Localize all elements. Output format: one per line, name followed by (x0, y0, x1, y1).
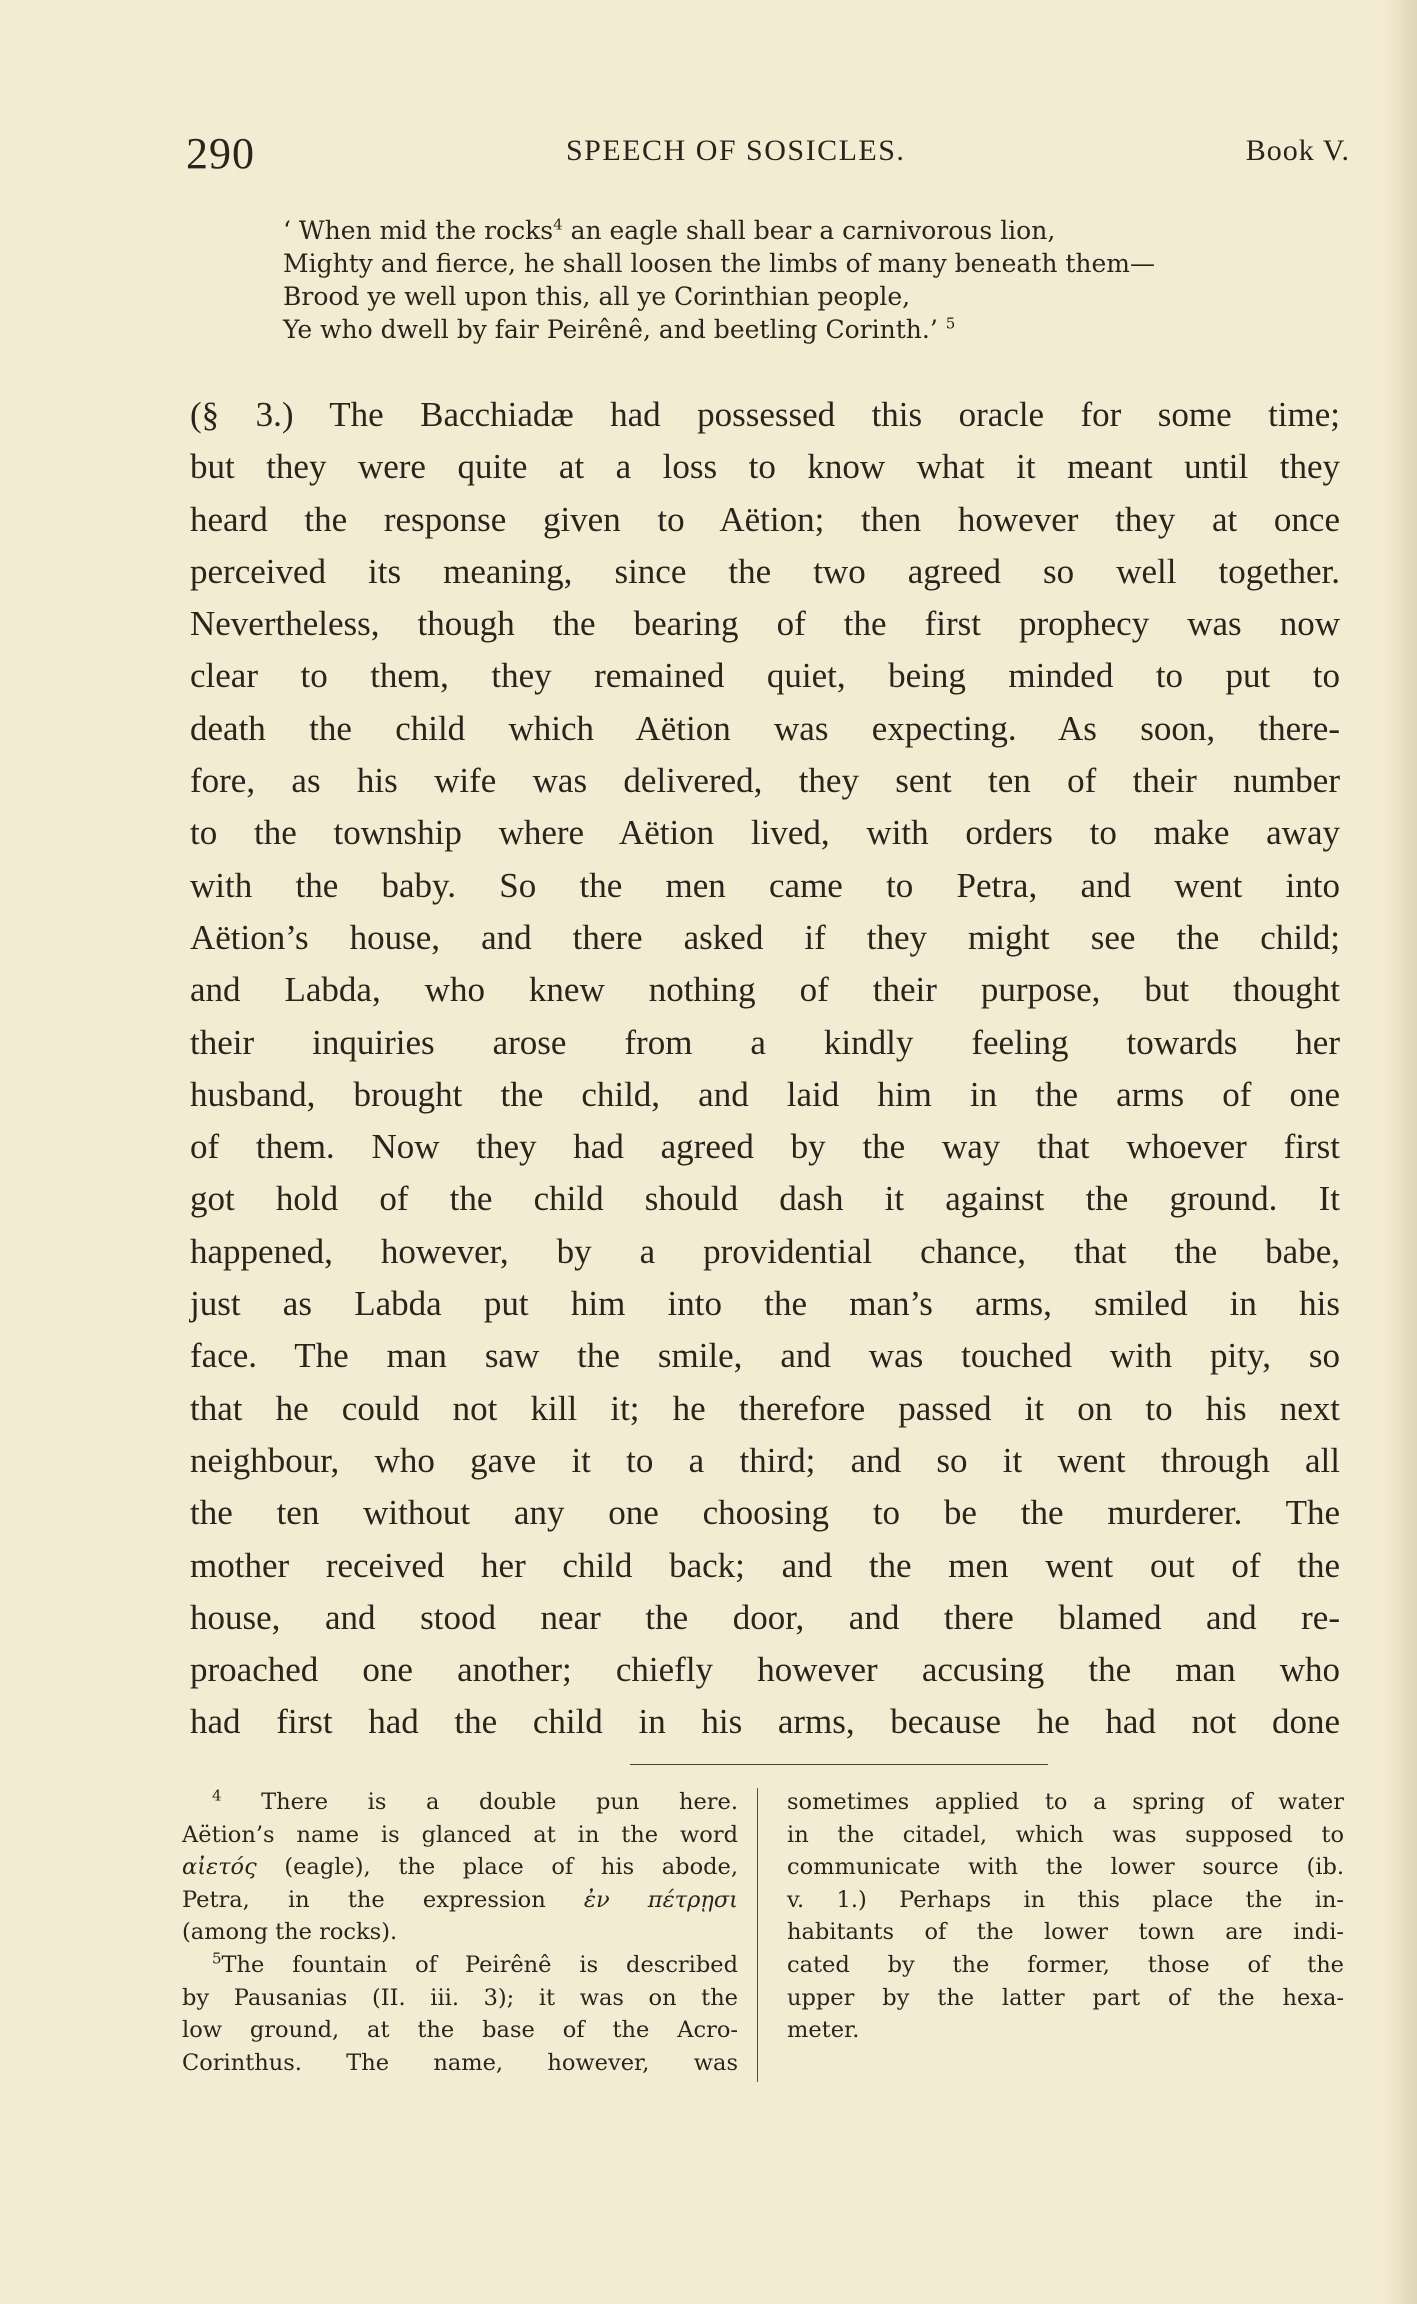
text-line: and Labda, who knew nothing of their purpose, but thought (190, 970, 1340, 1010)
footnote-ref-4: 4 (553, 215, 563, 234)
greek-phrase: ἐν πέτρῃσι (583, 1886, 739, 1913)
footnote-column-right (787, 1786, 1344, 2047)
footnote-text: There is a double pun here. (261, 1789, 738, 1815)
running-header (186, 128, 1350, 188)
text-line: to the township where Aëtion lived, with orders to make away (190, 813, 1340, 853)
footnote-5-line: sometimes applied to a spring of water (787, 1789, 1344, 1815)
footnote-4-line (182, 1884, 738, 1917)
footnote-column-divider (757, 1788, 758, 2082)
verse-line (283, 313, 1283, 346)
footnote-5-line: by Pausanias (II. iii. 3); it was on the (182, 1984, 738, 2011)
text-line: got hold of the child should dash it against the ground. It (190, 1179, 1340, 1219)
text-line: that he could not kill it; he therefore passed it on to his next (190, 1388, 1340, 1428)
text-line: the ten without any one choosing to be the murderer. The (190, 1493, 1340, 1533)
greek-word: αἰετός (182, 1854, 257, 1881)
text-line: fore, as his wife was delivered, they sent ten of their number (190, 761, 1340, 801)
footnote-4-line (182, 1786, 738, 1819)
body-paragraph (190, 389, 1340, 1749)
running-title: SPEECH OF SOSICLES. (566, 134, 906, 167)
text-line: their inquiries arose from a kindly feeling towards her (190, 1022, 1340, 1062)
text-line: perceived its meaning, since the two agreed so well together. (190, 551, 1340, 591)
footnote-5-line: Corinthus. The name, however, was (182, 2049, 738, 2076)
text-line: neighbour, who gave it to a third; and so it went through all (190, 1440, 1340, 1480)
text-line: had first had the child in his arms, because he had not done (190, 1702, 1340, 1742)
footnote-text: The fountain of Peirênê is described (221, 1951, 738, 1978)
footnote-4-line: Aëtion’s name is glanced at in the word (182, 1821, 738, 1848)
footnote-marker-4: 4 (212, 1786, 222, 1805)
verse-line-1-start: ‘ When mid the rocks (283, 216, 554, 245)
verse-line-4-text: Ye who dwell by fair Peirênê, and beetling Corinth.’ (283, 315, 938, 344)
footnote-5-line: communicate with the lower source (ib. (787, 1854, 1344, 1881)
footnote-5-line: habitants of the lower town are indi- (787, 1919, 1344, 1946)
footnote-4-line: (among the rocks). (182, 1919, 398, 1946)
text-line: (§ 3.) The Bacchiadæ had possessed this oracle for some time; (190, 395, 1340, 434)
footnotes (182, 1786, 1344, 2086)
verse-line (283, 214, 1283, 247)
verse-line: Mighty and fierce, he shall loosen the limbs of many beneath them— (283, 249, 1156, 278)
page-number: 290 (186, 129, 255, 178)
oracle-verse (283, 214, 1283, 346)
footnote-column-left (182, 1786, 738, 2079)
footnote-text: Petra, in the expression (182, 1886, 546, 1913)
verse-line-1-end: an eagle shall bear a carnivorous lion, (570, 216, 1056, 245)
text-line: death the child which Aëtion was expecting. As soon, there- (190, 708, 1340, 748)
footnote-marker-5: 5 (212, 1949, 222, 1968)
text-line: just as Labda put him into the man’s arms, smiled in his (190, 1284, 1340, 1324)
text-line: house, and stood near the door, and there blamed and re- (190, 1597, 1340, 1637)
footnote-text: (eagle), the place of his abode, (284, 1854, 738, 1881)
text-line: happened, however, by a providential chance, that the babe, (190, 1231, 1340, 1271)
footnote-ref-5: 5 (945, 314, 956, 333)
page-edge-shadow (1383, 0, 1417, 2304)
text-line: Nevertheless, though the bearing of the first prophecy was now (190, 604, 1340, 644)
text-line: face. The man saw the smile, and was touched with pity, so (190, 1336, 1340, 1376)
footnote-5-line: cated by the former, those of the (787, 1951, 1344, 1978)
footnote-5-line: meter. (787, 2017, 860, 2044)
text-line: mother received her child back; and the men went out of the (190, 1545, 1340, 1585)
text-line: but they were quite at a loss to know what it meant until they (190, 447, 1340, 487)
text-line: with the baby. So the men came to Petra, and went into (190, 865, 1340, 905)
footnote-5-line (182, 1949, 738, 1982)
text-line: of them. Now they had agreed by the way that whoever first (190, 1127, 1340, 1167)
text-line: proached one another; chiefly however accusing the man who (190, 1650, 1340, 1690)
footnote-5-line: low ground, at the base of the Acro- (182, 2017, 738, 2044)
footnote-4-line (182, 1851, 738, 1884)
text-line: Aëtion’s house, and there asked if they might see the child; (190, 917, 1340, 957)
verse-line: Brood ye well upon this, all ye Corinthian people, (283, 282, 911, 311)
text-line: heard the response given to Aëtion; then however they at once (190, 499, 1340, 539)
footnote-5-line: upper by the latter part of the hexa- (787, 1984, 1344, 2011)
text-line: husband, brought the child, and laid him in the arms of one (190, 1074, 1340, 1114)
footnote-separator-rule (630, 1764, 1048, 1765)
footnote-5-line: in the citadel, which was supposed to (787, 1821, 1344, 1848)
book-label: Book V. (1245, 134, 1350, 167)
text-line: clear to them, they remained quiet, being minded to put to (190, 656, 1340, 696)
footnote-5-line: v. 1.) Perhaps in this place the in- (787, 1886, 1344, 1913)
